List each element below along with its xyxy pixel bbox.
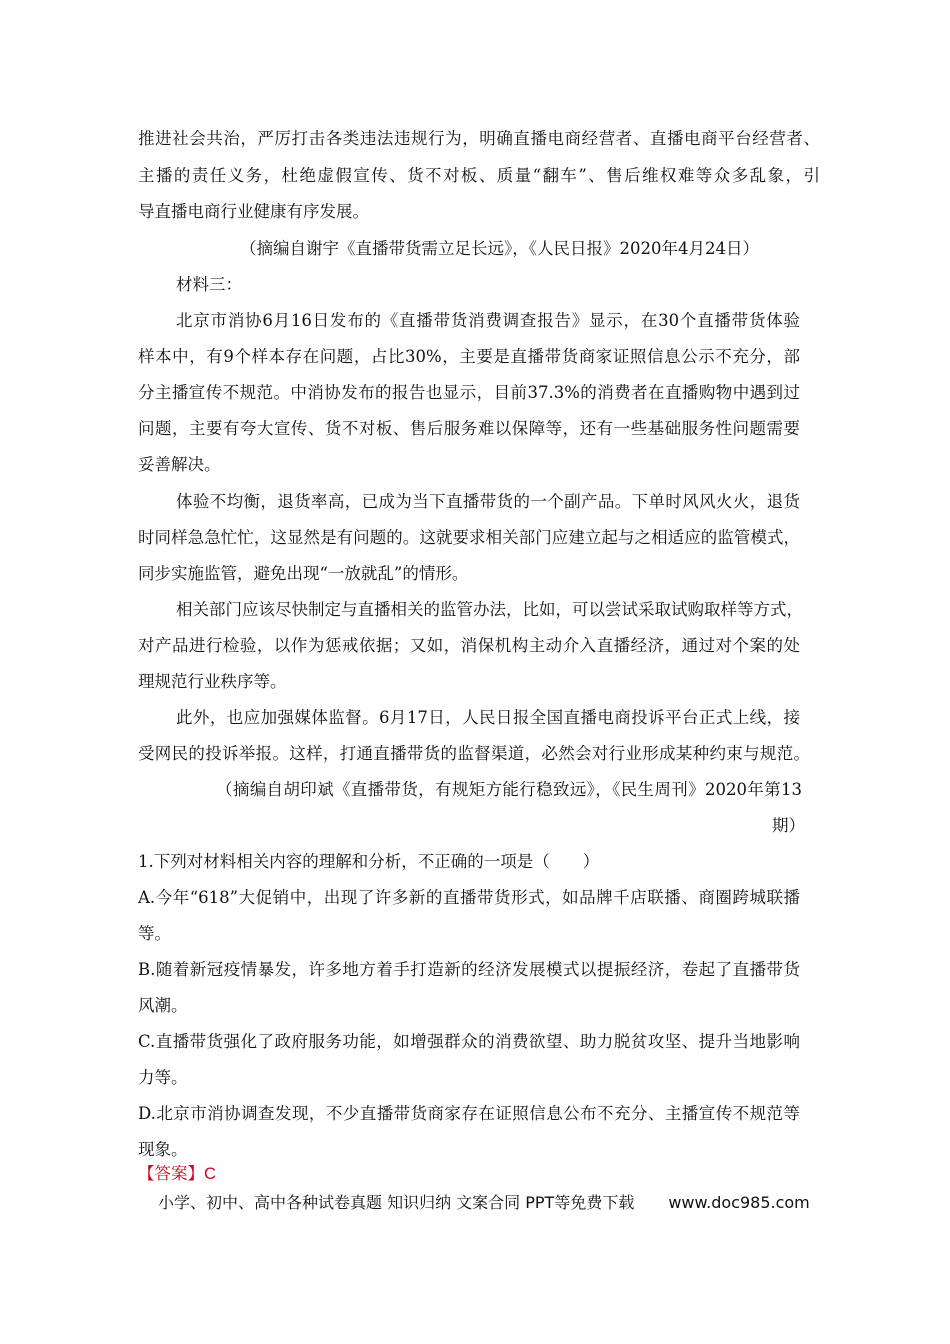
option-b: B.随着新冠疫情暴发，许多地方着手打造新的经济发展模式以提振经济，卷起了直播带货 bbox=[138, 960, 800, 979]
paragraph-line: 受网民的投诉举报。这样，打通直播带货的监督渠道，必然会对行业形成某种约束与规范。 bbox=[138, 744, 810, 763]
option-c: 力等。 bbox=[138, 1068, 188, 1087]
paragraph-line: 样本中，有9个样本存在问题，占比30%，主要是直播带货商家证照信息公示不充分，部 bbox=[138, 347, 800, 366]
footer-site: www.doc985.com bbox=[668, 1193, 810, 1212]
answer-value: C bbox=[204, 1165, 216, 1183]
source-citation: 期） bbox=[772, 816, 805, 835]
source-citation: （摘编自胡印斌《直播带货，有规矩方能行稳致远》，《民生周刊》2020年第13 bbox=[216, 780, 802, 799]
paragraph-line: 分主播宣传不规范。中消协发布的报告也显示，目前37.3%的消费者在直播购物中遇到过 bbox=[138, 383, 800, 402]
paragraph-line: 体验不均衡，退货率高，已成为当下直播带货的一个副产品。下单时风风火火，退货 bbox=[176, 492, 800, 511]
footer-text: 小学、初中、高中各种试卷真题 知识归纳 文案合同 PPT等免费下载 bbox=[158, 1193, 635, 1212]
paragraph-line: 导直播电商行业健康有序发展。 bbox=[138, 202, 369, 221]
answer-label: 【答案】 bbox=[138, 1164, 204, 1183]
option-a: A.今年“618”大促销中，出现了许多新的直播带货形式，如品牌千店联播、商圈跨城联播 bbox=[138, 888, 800, 907]
option-d: 现象。 bbox=[138, 1140, 188, 1159]
paragraph-line: 主播的责任义务，杜绝虚假宣传、货不对板、质量“翻车”、售后维权难等众多乱象，引 bbox=[138, 166, 820, 185]
paragraph-line: 此外，也应加强媒体监督。6月17日，人民日报全国直播电商投诉平台正式上线，接 bbox=[176, 708, 800, 727]
source-citation: （摘编自谢宇《直播带货需立足长远》，《人民日报》2020年4月24日） bbox=[240, 239, 759, 258]
answer bbox=[138, 1163, 216, 1185]
paragraph-line: 相关部门应该尽快制定与直播相关的监管办法，比如，可以尝试采取试购取样等方式， bbox=[176, 600, 803, 619]
option-a: 等。 bbox=[138, 924, 171, 943]
paragraph-line: 北京市消协6月16日发布的《直播带货消费调查报告》显示，在30个直播带货体验 bbox=[176, 311, 800, 330]
paragraph-line: 对产品进行检验，以作为惩戒依据；又如，消保机构主动介入直播经济，通过对个案的处 bbox=[138, 636, 800, 655]
page-footer bbox=[158, 1192, 810, 1214]
paragraph-line: 同步实施监管，避免出现“一放就乱”的情形。 bbox=[138, 564, 469, 583]
question-stem: 1.下列对材料相关内容的理解和分析，不正确的一项是（ ） bbox=[138, 852, 600, 871]
paragraph-line: 推进社会共治，严厉打击各类违法违规行为，明确直播电商经营者、直播电商平台经营者、 bbox=[138, 129, 820, 148]
paragraph-line: 问题，主要有夸大宣传、货不对板、售后服务难以保障等，还有一些基础服务性问题需要 bbox=[138, 419, 800, 438]
paragraph-line: 妥善解决。 bbox=[138, 455, 221, 474]
option-d: D.北京市消协调查发现，不少直播带货商家存在证照信息公布不充分、主播宣传不规范等 bbox=[138, 1104, 800, 1123]
option-b: 风潮。 bbox=[138, 996, 188, 1015]
paragraph-line: 理规范行业秩序等。 bbox=[138, 672, 287, 691]
paragraph-line: 时同样急急忙忙，这显然是有问题的。这就要求相关部门应建立起与之相适应的监管模式， bbox=[138, 528, 800, 547]
section-heading: 材料三： bbox=[176, 275, 242, 294]
option-c: C.直播带货强化了政府服务功能，如增强群众的消费欲望、助力脱贫攻坚、提升当地影响 bbox=[138, 1032, 800, 1051]
